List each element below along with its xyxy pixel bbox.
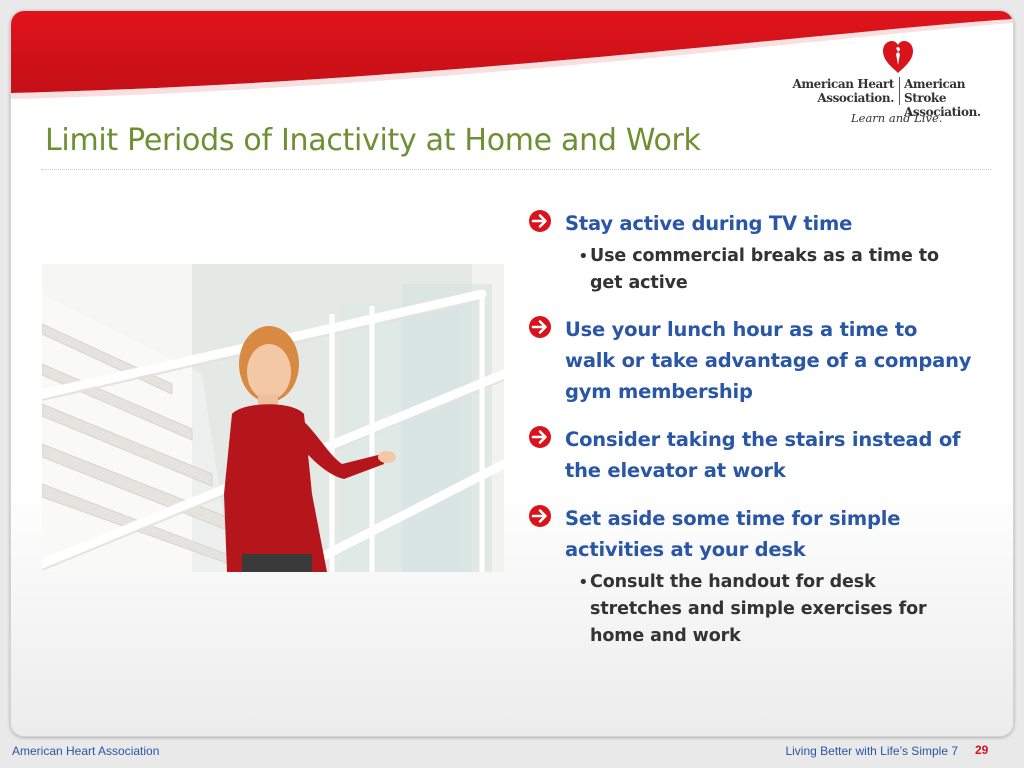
- sub-bullet-item: [528, 569, 973, 650]
- slide: [10, 10, 1014, 737]
- title-divider: [41, 169, 991, 170]
- aha-logo: [791, 39, 1006, 139]
- sub-bullet-text: Use commercial breaks as a time to get active: [590, 246, 939, 293]
- bullet-item: [528, 424, 973, 486]
- sub-bullet-item: [528, 243, 973, 297]
- arrow-circle-icon: [528, 504, 552, 528]
- bullet-text: Stay active during TV time: [565, 212, 853, 235]
- bullet-dot-icon: •: [578, 246, 589, 267]
- arrow-circle-icon: [528, 425, 552, 449]
- bullet-text: Consider taking the stairs instead of the elevator at work: [565, 428, 961, 482]
- bullet-item: [528, 503, 973, 650]
- aha-name: American Heart Association.: [792, 77, 894, 105]
- asa-name: American Stroke Association.: [904, 77, 981, 119]
- logo-tagline: Learn and Live.: [851, 111, 943, 125]
- logo-divider: [899, 77, 900, 105]
- bullet-list: [528, 208, 973, 667]
- sub-bullet-text: Consult the handout for desk stretches and simple exercises for home and work: [590, 572, 927, 646]
- heart-torch-icon: [881, 39, 915, 75]
- footer-program: Living Better with Life’s Simple 7: [785, 744, 958, 758]
- footer-organization: American Heart Association: [12, 744, 160, 758]
- bullet-text: Use your lunch hour as a time to walk or take advantage of a company gym membership: [565, 318, 972, 403]
- arrow-circle-icon: [528, 315, 552, 339]
- slide-title: Limit Periods of Inactivity at Home and Work: [45, 123, 701, 158]
- page-number: 29: [975, 743, 989, 757]
- bullet-dot-icon: •: [578, 572, 589, 593]
- bullet-item: [528, 208, 973, 297]
- arrow-circle-icon: [528, 209, 552, 233]
- bullet-text: Set aside some time for simple activities at your desk: [565, 507, 901, 561]
- stairs-photo: [42, 264, 504, 572]
- bullet-item: [528, 314, 973, 407]
